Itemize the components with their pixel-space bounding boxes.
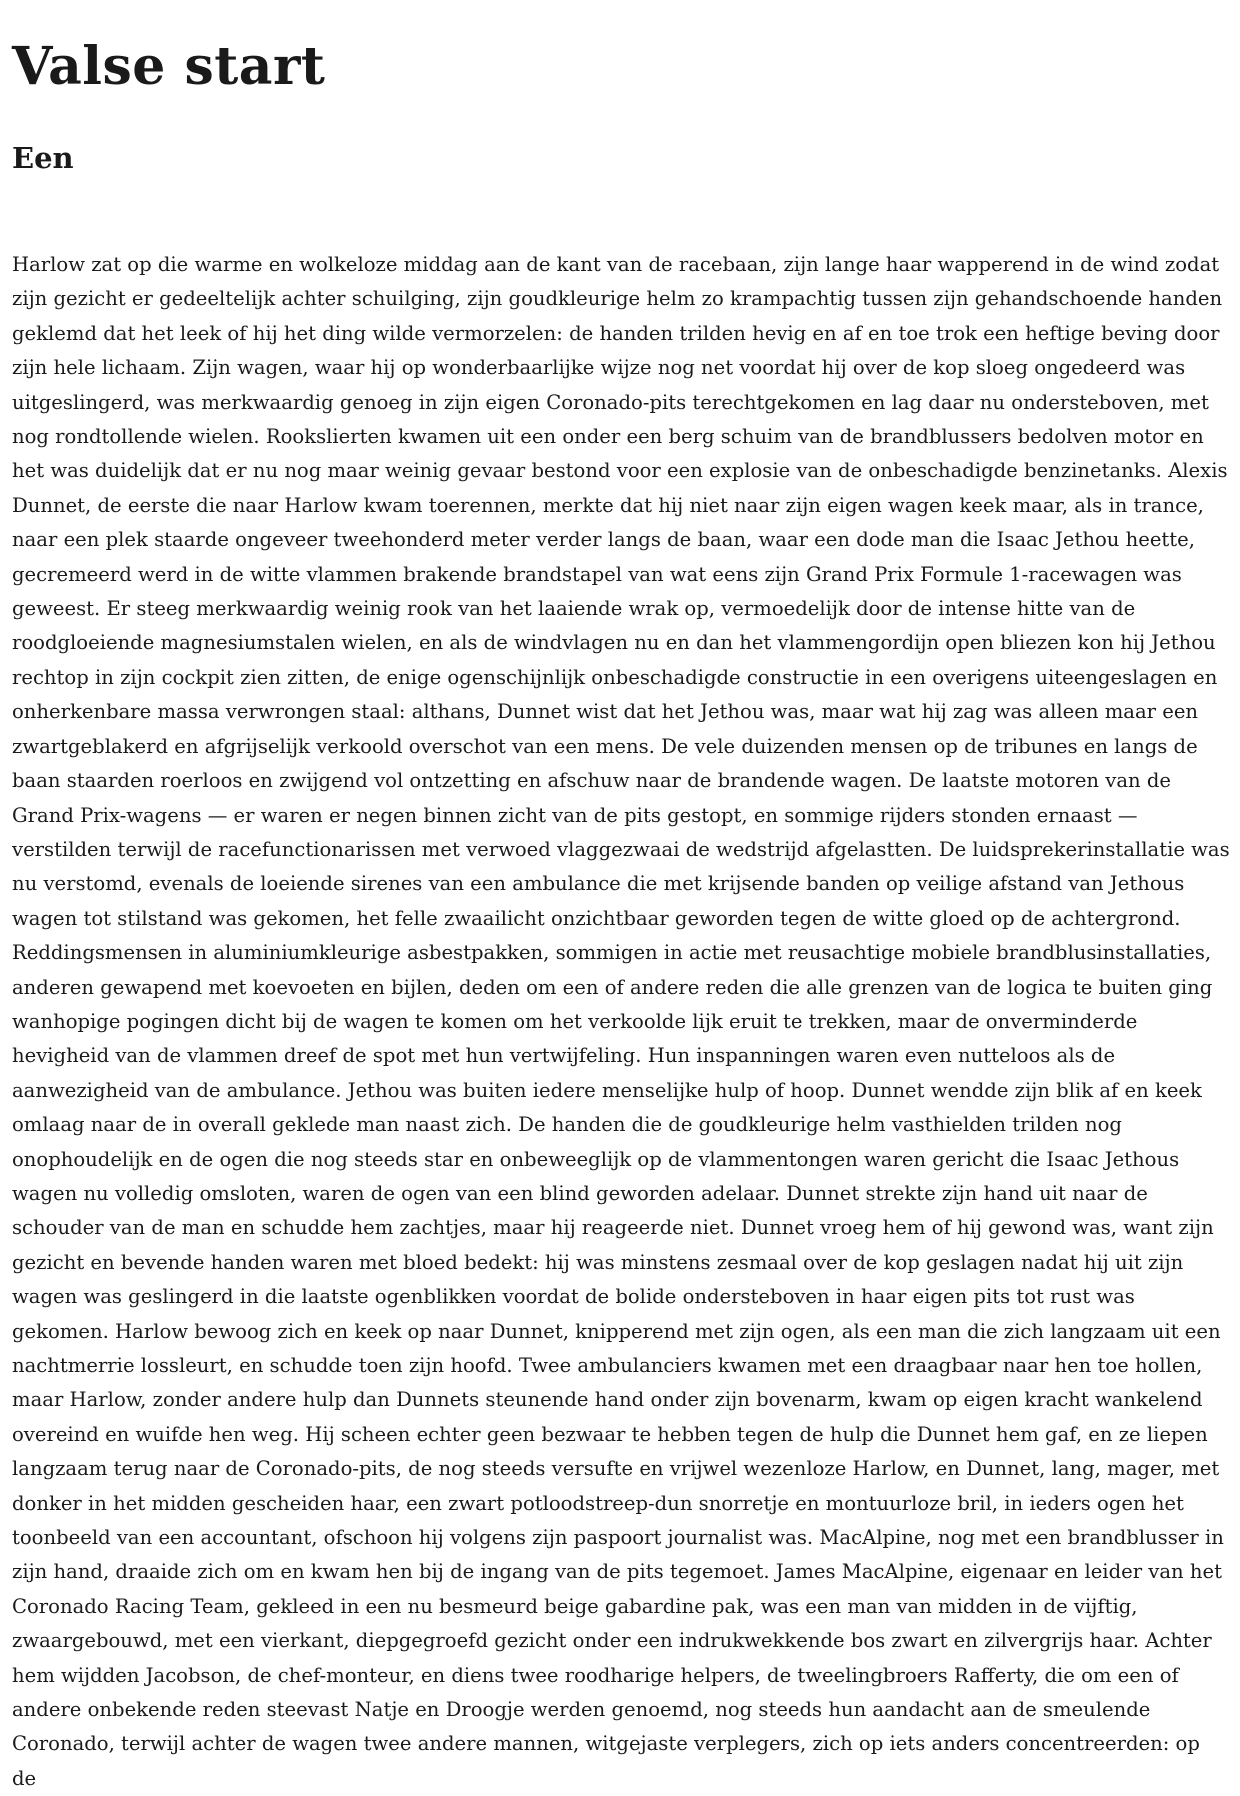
document-page [12,0,1230,1796]
body-paragraph: Harlow zat op die warme en wolkeloze middag aan de kant van de racebaan, zijn lange haar wapperend in de wind zodat zijn gezicht er gedeeltelijk achter schuilging, zijn goudkleurige helm zo krampachtig tussen zijn gehandschoende handen geklemd dat het leek of hij het ding wilde vermorzelen: de handen trilden hevig en af en toe trok een heftige beving door zijn hele lichaam. Zijn wagen, waar hij op wonderbaarlijke wijze nog net voordat hij over de kop sloeg ongedeerd was uitgeslingerd, was merkwaardig genoeg in zijn eigen Coronado-pits terechtgekomen en lag daar nu ondersteboven, met nog rondtollende wielen. Rookslierten kwamen uit een onder een berg schuim van de brandblussers bedolven motor en het was duidelijk dat er nu nog maar weinig gevaar bestond voor een explosie van de onbeschadigde benzinetanks. Alexis Dunnet, de eerste die naar Harlow kwam toerennen, merkte dat hij niet naar zijn eigen wagen keek maar, als in trance, naar een plek staarde ongeveer tweehonderd meter verder langs de baan, waar een dode man die Isaac Jethou heette, gecremeerd werd in de witte vlammen brakende brandstapel van wat eens zijn Grand Prix Formule 1-racewagen was geweest. Er steeg merkwaardig weinig rook van het laaiende wrak op, vermoedelijk door de intense hitte van de roodgloeiende magnesiumstalen wielen, en als de windvlagen nu en dan het vlammengordijn open bliezen kon hij Jethou rechtop in zijn cockpit zien zitten, de enige ogenschijnlijk onbeschadigde constructie in een overigens uiteengeslagen en onherkenbare massa verwrongen staal: althans, Dunnet wist dat het Jethou was, maar wat hij zag was alleen maar een zwartgeblakerd en afgrijselijk verkoold overschot van een mens. De vele duizenden mensen op de tribunes en langs de baan staarden roerloos en zwijgend vol ontzetting en afschuw naar de brandende wagen. De laatste motoren van de Grand Prix-wagens — er waren er negen binnen zicht van de pits gestopt, en sommige rijders stonden ernaast — verstilden terwijl de racefunctionarissen met verwoed vlaggezwaai de wedstrijd afgelastten. De luidsprekerinstallatie was nu verstomd, evenals de loeiende sirenes van een ambulance die met krijsende banden op veilige afstand van Jethous wagen tot stilstand was gekomen, het felle zwaailicht onzichtbaar geworden tegen de witte gloed op de achtergrond. Reddingsmensen in aluminiumkleurige asbestpakken, sommigen in actie met reusachtige mobiele brandblusinstallaties, anderen gewapend met koevoeten en bijlen, deden om een of andere reden die alle grenzen van de logica te buiten ging wanhopige pogingen dicht bij de wagen te komen om het verkoolde lijk eruit te trekken, maar de onverminderde hevigheid van de vlammen dreef de spot met hun vertwijfeling. Hun inspanningen waren even nutteloos als de aanwezigheid van de ambulance. Jethou was buiten iedere menselijke hulp of hoop. Dunnet wendde zijn blik af en keek omlaag naar de in overall geklede man naast zich. De handen die de goudkleurige helm vasthielden trilden nog onophoudelijk en de ogen die nog steeds star en onbeweeglijk op de vlammentongen waren gericht die Isaac Jethous wagen nu volledig omsloten, waren de ogen van een blind geworden adelaar. Dunnet strekte zijn hand uit naar de schouder van de man en schudde hem zachtjes, maar hij reageerde niet. Dunnet vroeg hem of hij gewond was, want zijn gezicht en bevende handen waren met bloed bedekt: hij was minstens zesmaal over de kop geslagen nadat hij uit zijn wagen was geslingerd in die laatste ogenblikken voordat de bolide ondersteboven in haar eigen pits tot rust was gekomen. Harlow bewoog zich en keek op naar Dunnet, knipperend met zijn ogen, als een man die zich langzaam uit een nachtmerrie lossleurt, en schudde toen zijn hoofd. Twee ambulanciers kwamen met een draagbaar naar hen toe hollen, maar Harlow, zonder andere hulp dan Dunnets steunende hand onder zijn bovenarm, kwam op eigen kracht wankelend overeind en wuifde hen weg. Hij scheen echter geen bezwaar te hebben tegen de hulp die Dunnet hem gaf, en ze liepen langzaam terug naar de Coronado-pits, de nog steeds versufte en vrijwel wezenloze Harlow, en Dunnet, lang, mager, met donker in het midden gescheiden haar, een zwart potloodstreep-dun snorretje en montuurloze bril, in ieders ogen het toonbeeld van een accountant, ofschoon hij volgens zijn paspoort journalist was. MacAlpine, nog met een brandblusser in zijn hand, draaide zich om en kwam hen bij de ingang van de pits tegemoet. James MacAlpine, eigenaar en leider van het Coronado Racing Team, gekleed in een nu besmeurd beige gabardine pak, was een man van midden in de vijftig, zwaargebouwd, met een vierkant, diepgegroefd gezicht onder een indrukwekkende bos zwart en zilvergrijs haar. Achter hem wijdden Jacobson, de chef-monteur, en diens twee roodharige helpers, de tweelingbroers Rafferty, die om een of andere onbekende reden steevast Natje en Droogje werden genoemd, nog steeds hun aandacht aan de smeulende Coronado, terwijl achter de wagen twee andere mannen, witgejaste verplegers, zich op iets anders concentreerden: op de [12,253,1230,1790]
chapter-heading: Een [12,141,74,175]
document-title: Valse start [12,36,326,97]
